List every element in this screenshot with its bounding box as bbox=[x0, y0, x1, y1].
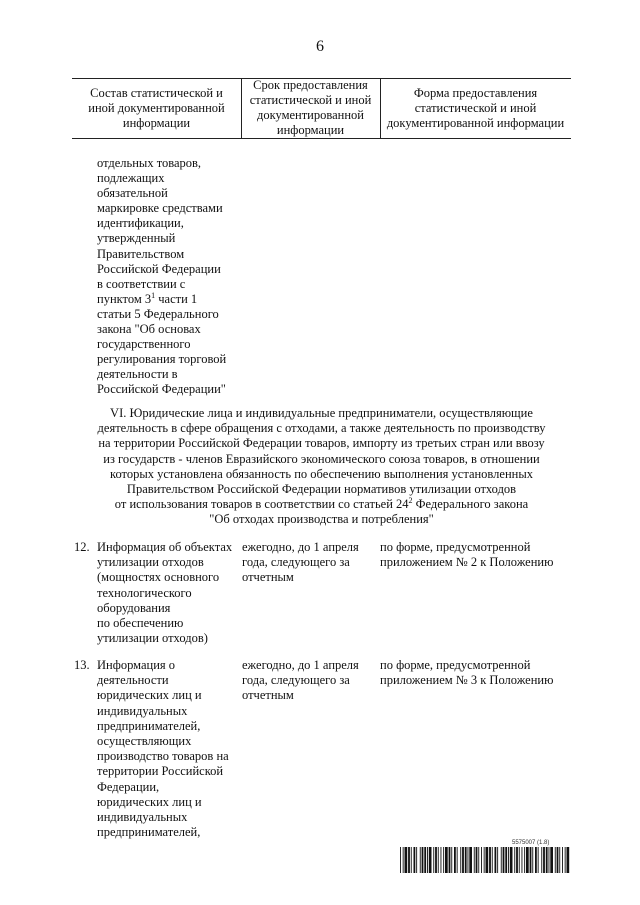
text-line: регулирования торговой bbox=[97, 352, 227, 367]
text-fragment: Федерального закона bbox=[412, 497, 529, 512]
table-header-bottom-rule bbox=[72, 138, 571, 139]
header-form-lines bbox=[387, 86, 564, 131]
cell-line: (мощностях основного bbox=[97, 570, 220, 585]
text-line bbox=[97, 292, 247, 307]
header-deadline-lines bbox=[250, 78, 372, 138]
cell-line: предпринимателей, bbox=[97, 825, 201, 840]
header-line: документированной информации bbox=[386, 115, 565, 130]
cell-line: Информация об объектах bbox=[97, 540, 233, 554]
cell-line: юридических лиц и bbox=[97, 794, 202, 809]
header-line: статистической и иной bbox=[249, 93, 372, 107]
text-fragment: части 1 bbox=[155, 291, 198, 306]
text-line: деятельности в bbox=[97, 367, 178, 382]
header-composition bbox=[72, 78, 241, 138]
continuation-text bbox=[97, 156, 247, 398]
text-line: идентификации, bbox=[97, 216, 184, 231]
section-heading bbox=[72, 406, 571, 528]
text-line: обязательной bbox=[97, 186, 168, 201]
cell-line: территории Российской bbox=[97, 764, 224, 779]
text-line: утвержденный bbox=[97, 231, 176, 246]
cell-line: индивидуальных bbox=[97, 810, 188, 825]
text-line: закона "Об основах bbox=[97, 322, 201, 337]
section-line: "Об отходах производства и потребления" bbox=[209, 512, 434, 527]
text-line: государственного bbox=[97, 337, 191, 352]
cell-line: Информация о bbox=[97, 658, 176, 672]
text-fragment: от использования товаров в соответствии со статьей 24 bbox=[114, 497, 409, 512]
cell-line: юридических лиц и bbox=[97, 688, 202, 703]
cell-line: по обеспечению bbox=[97, 616, 184, 631]
cell-line: ежегодно, до 1 апреля bbox=[242, 658, 359, 672]
text-fragment: пунктом 3 bbox=[97, 291, 152, 306]
cell-line: ежегодно, до 1 апреля bbox=[242, 540, 359, 554]
cell-line: индивидуальных bbox=[97, 703, 188, 718]
barcode bbox=[400, 847, 570, 873]
cell-line: осуществляющих bbox=[97, 734, 192, 749]
row-deadline bbox=[242, 540, 370, 586]
header-line: информации bbox=[122, 115, 191, 130]
header-line: документированной bbox=[256, 108, 364, 122]
section-line: VI. Юридические лица и индивидуальные предприниматели, осуществляющие bbox=[110, 406, 533, 420]
row-composition bbox=[97, 658, 242, 840]
row-composition bbox=[97, 540, 242, 646]
section-line: на территории Российской Федерации товаров, импорту из третьих стран или ввозу bbox=[98, 436, 545, 451]
superscript: 2 bbox=[408, 496, 413, 506]
cell-line: по форме, предусмотренной bbox=[380, 540, 531, 554]
row-form bbox=[380, 658, 575, 688]
header-line: иной документированной bbox=[88, 100, 225, 115]
row-number: 13. bbox=[74, 658, 90, 672]
cell-line: утилизации отходов) bbox=[97, 631, 208, 646]
text-line: подлежащих bbox=[97, 171, 165, 186]
text-line: отдельных товаров, bbox=[97, 156, 202, 170]
text-line: маркировке средствами bbox=[97, 201, 223, 216]
cell-line: года, следующего за bbox=[242, 555, 350, 570]
header-form bbox=[380, 78, 571, 138]
cell-line: отчетным bbox=[242, 570, 294, 585]
cell-line: Федерации, bbox=[97, 779, 160, 794]
header-line: Форма предоставления bbox=[413, 85, 538, 100]
superscript: 1 bbox=[151, 290, 156, 300]
text-line: Правительством bbox=[97, 246, 185, 261]
text-line: в соответствии с bbox=[97, 276, 186, 291]
section-line: Правительством Российской Федерации нормативов утилизации отходов bbox=[126, 482, 517, 497]
page-number: 6 bbox=[316, 38, 324, 55]
row-deadline bbox=[242, 658, 370, 704]
header-composition-lines bbox=[88, 86, 224, 131]
text-line: Российской Федерации bbox=[97, 261, 221, 276]
barcode-label: 5575007 (1.8) bbox=[512, 840, 550, 846]
cell-line: по форме, предусмотренной bbox=[380, 658, 531, 672]
cell-line: отчетным bbox=[242, 688, 294, 703]
header-line: Состав статистической и bbox=[90, 85, 223, 100]
header-line: Срок предоставления bbox=[253, 78, 368, 92]
header-line: информации bbox=[276, 123, 345, 137]
cell-line: деятельности bbox=[97, 673, 169, 688]
cell-line: года, следующего за bbox=[242, 673, 350, 688]
header-line: статистической и иной bbox=[414, 100, 537, 115]
cell-line: утилизации отходов bbox=[97, 555, 204, 570]
section-line: из государств - членов Евразийского экономического союза товаров, в отношении bbox=[103, 451, 540, 466]
cell-line: предпринимателей, bbox=[97, 718, 201, 733]
section-line bbox=[72, 497, 571, 512]
cell-line: производство товаров на bbox=[97, 749, 229, 764]
header-deadline bbox=[241, 78, 380, 138]
text-line: Российской Федерации" bbox=[97, 382, 226, 397]
row-form bbox=[380, 540, 575, 570]
section-line: которых установлена обязанность по обеспечению выполнения установленных bbox=[110, 466, 533, 481]
cell-line: оборудования bbox=[97, 600, 171, 615]
section-line: деятельность в сфере обращения с отходами, а также деятельность по производству bbox=[97, 421, 546, 436]
text-line: статьи 5 Федерального bbox=[97, 306, 219, 321]
cell-line: технологического bbox=[97, 585, 192, 600]
row-number: 12. bbox=[74, 540, 90, 554]
cell-line: приложением № 2 к Положению bbox=[380, 555, 554, 570]
cell-line: приложением № 3 к Положению bbox=[380, 673, 554, 688]
